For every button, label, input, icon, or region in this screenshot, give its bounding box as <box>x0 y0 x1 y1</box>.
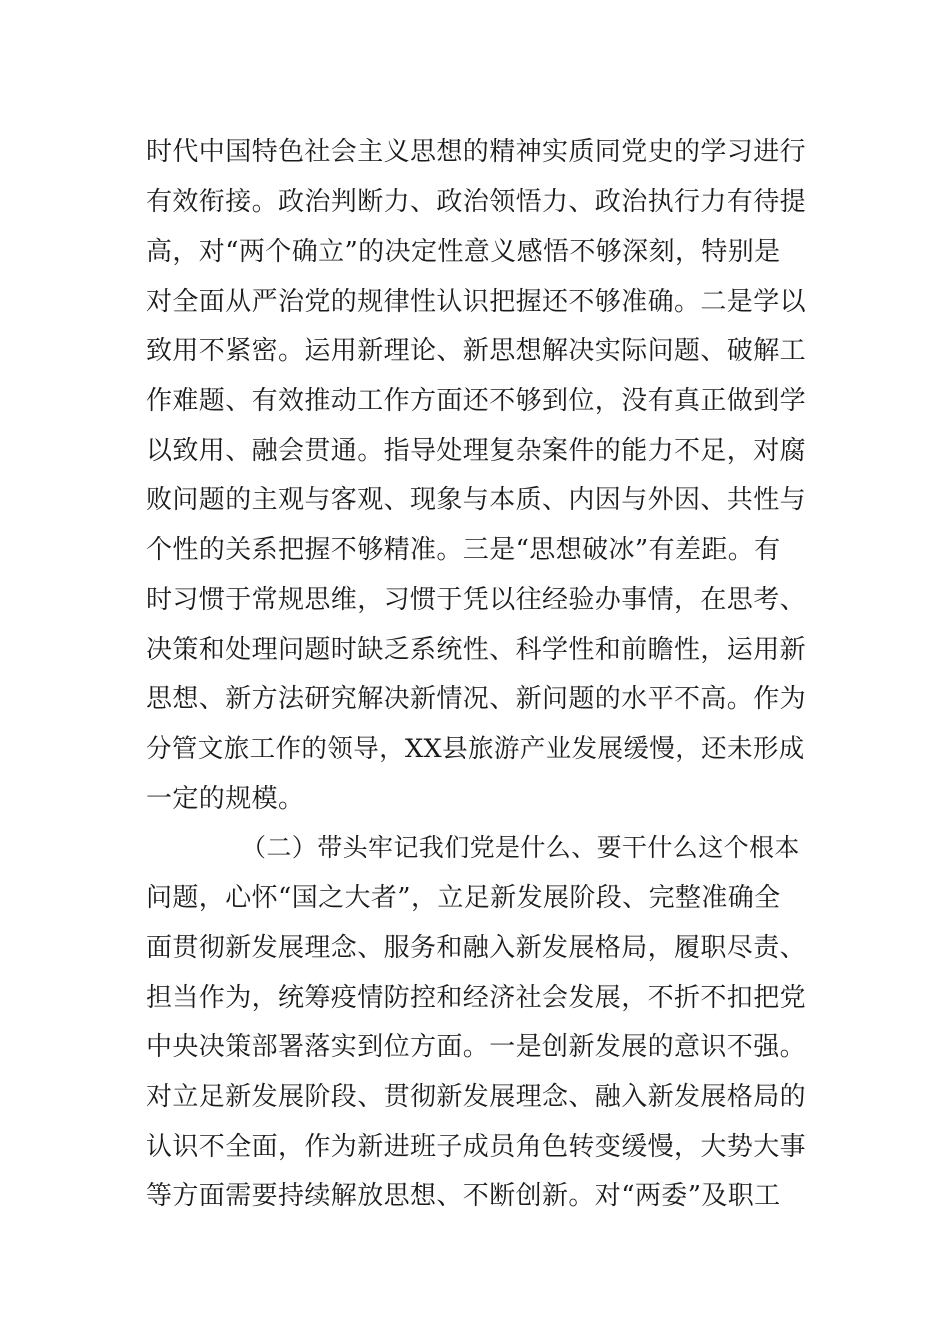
paragraph-line: 问题，心怀“国之大者”，立足新发展阶段、完整准确全 <box>146 883 781 913</box>
paragraph-line: 有效衔接。政治判断力、政治领悟力、政治执行力有待提 <box>146 187 807 217</box>
paragraph-line: 对立足新发展阶段、贯彻新发展理念、融入新发展格局的 <box>146 1082 807 1112</box>
paragraph-line: 对全面从严治党的规律性认识把握还不够准确。二是学以 <box>146 287 807 317</box>
paragraph-line: 等方面需要持续解放思想、不断创新。对“两委”及职工 <box>146 1181 781 1211</box>
paragraph-line: 担当作为，统筹疫情防控和经济社会发展，不折不扣把党 <box>146 983 807 1013</box>
paragraph-line: 中央决策部署落实到位方面。一是创新发展的意识不强。 <box>146 1032 807 1062</box>
paragraph-line: 以致用、融会贯通。指导处理复杂案件的能力不足，对腐 <box>146 436 807 466</box>
paragraph-line: 作难题、有效推动工作方面还不够到位，没有真正做到学 <box>146 386 807 416</box>
paragraph-line: 思想、新方法研究解决新情况、新问题的水平不高。作为 <box>146 684 807 714</box>
paragraph-line: 认识不全面，作为新进班子成员角色转变缓慢，大势大事 <box>146 1132 807 1162</box>
paragraph-line: 高，对“两个确立”的决定性意义感悟不够深刻，特别是 <box>146 237 781 267</box>
paragraph-line: 时代中国特色社会主义思想的精神实质同党史的学习进行 <box>146 137 807 167</box>
paragraph-line: 一定的规模。 <box>146 784 305 814</box>
paragraph-line: 决策和处理问题时缺乏系统性、科学性和前瞻性，运用新 <box>146 635 807 665</box>
paragraph-line: 分管文旅工作的领导，XX县旅游产业发展缓慢，还未形成 <box>146 734 805 764</box>
paragraph-line: 时习惯于常规思维，习惯于凭以往经验办事情，在思考、 <box>146 585 807 615</box>
paragraph-line: 败问题的主观与客观、现象与本质、内因与外因、共性与 <box>146 485 807 515</box>
paragraph-line: （二）带头牢记我们党是什么、要干什么这个根本 <box>241 833 800 862</box>
paragraph-line: 面贯彻新发展理念、服务和融入新发展格局，履职尽责、 <box>146 933 807 963</box>
paragraph-line: 致用不紧密。运用新理论、新思想解决实际问题、破解工 <box>146 336 807 366</box>
paragraph-line: 个性的关系把握不够精准。三是“思想破冰”有差距。有 <box>146 535 781 565</box>
